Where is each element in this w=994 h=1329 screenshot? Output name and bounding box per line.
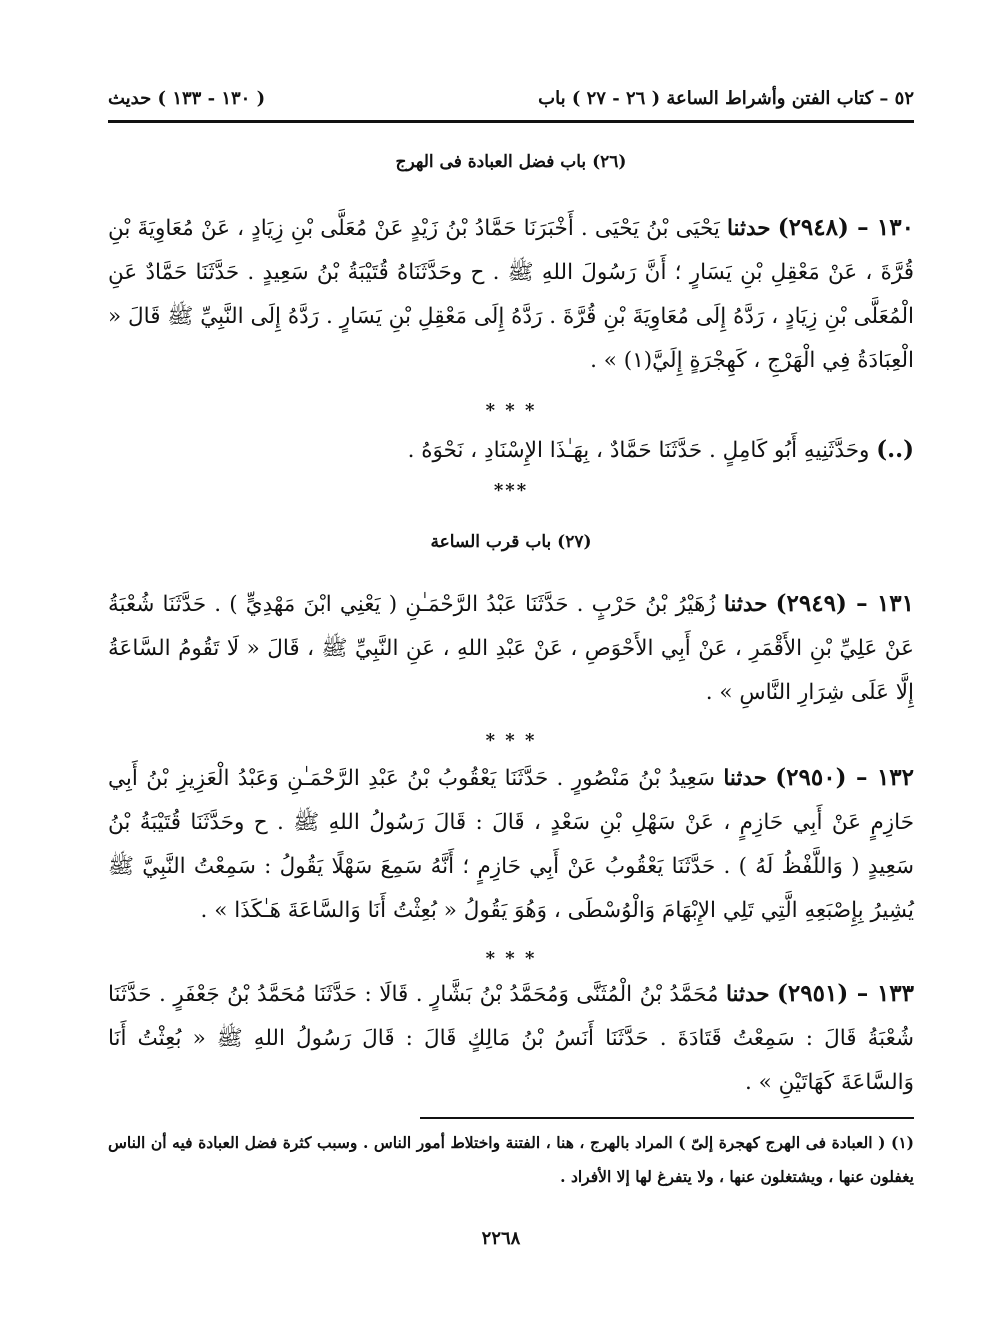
hadith-number: ١٣٣ – (٢٩٥١) [777, 980, 914, 1007]
header-chapter-title: ٥٢ – كتاب الفتن وأشراط الساعة ( ٢٦ - ٢٧ ) باب [538, 87, 914, 109]
hadith-text: وحَدَّثَنِيهِ أَبُو كَامِلٍ . حَدَّثَنَا حَمَّادٌ ، بِهَـٰذَا الإِسْنَادِ ، نَحْوَهُ . [407, 438, 870, 463]
footnote: (١) ( العبادة فى الهرج كهجرة إلىّ ) المراد بالهرج ، هنا ، الفتنة واختلاط أمور الناس . وسبب كثرة فضل العبادة فيه أن الناس يغفلون عنها ، ويشتغلون عنها ، ولا يتفرغ لها إلا الأفراد . [108, 1133, 914, 1186]
page-number: ٢٢٦٨ [481, 1228, 521, 1249]
haddatha-word: حدثنا [726, 216, 771, 241]
hadith-132 [108, 756, 914, 933]
hadith-text: سَعِيدُ بْنُ مَنْصُورٍ . حَدَّثَنَا يَعْقُوبُ بْنُ عَبْدِ الرَّحْمَـٰنِ وَعَبْدُ الْعَزِيزِ بْنُ أَبِي حَازِمٍ عَنْ أَبِي حَازِمٍ ، عَنْ سَهْلِ بْنِ سَعْدٍ ، قَالَ : قَالَ رَسُولُ اللهِ ﷺ . ح وحَدَّثَنَا قُتَيْبَةُ بْنُ سَعِيدٍ ( وَاللَّفْظُ لَهُ ) . حَدَّثَنَا يَعْقُوبُ عَنْ أَبِي حَازِمٍ ؛ أَنَّهُ سَمِعَ سَهْلًا يَقُولُ : سَمِعْتُ النَّبِيَّ ﷺ يُشِيرُ بِإِصْبَعِهِ الَّتِي تَلِي الإِبْهَامَ وَالْوُسْطَى ، وَهُوَ يَقُولُ « بُعِثْتُ أَنَا وَالسَّاعَةَ هَـٰكَذَا » . [108, 766, 914, 923]
hadith-number: ١٣٠ – (٢٩٤٨) [777, 214, 914, 241]
hadith-text: يَحْيَى بْنُ يَحْيَى . أَخْبَرَنَا حَمَّادُ بْنُ زَيْدٍ عَنْ مُعَلَّى بْنِ زِيَادٍ ، عَنْ مُعَاوِيَةَ بْنِ قُرَّةَ ، عَنْ مَعْقِلِ بْنِ يَسَارٍ ؛ أَنَّ رَسُولَ اللهِ ﷺ . ح وحَدَّثَنَاهُ قُتَيْبَةُ بْنُ سَعِيدٍ . حَدَّثَنَا حَمَّادٌ عَنِ الْمُعَلَّى بْنِ زِيَادٍ ، رَدَّهُ إِلَى مُعَاوِيَةَ بْنِ قُرَّةَ . رَدَّهُ إِلَى مَعْقِلِ بْنِ يَسَارٍ . رَدَّهُ إِلَى النَّبِيِّ ﷺ قَالَ « الْعِبَادَةُ فِي الْهَرْجِ ، كَهِجْرَةٍ إِلَيَّ(١) » . [108, 216, 914, 373]
hadith-text: زُهَيْرُ بْنُ حَرْبٍ . حَدَّثَنَا عَبْدُ الرَّحْمَـٰنِ ( يَعْنِي ابْنَ مَهْدِيٍّ ) . حَدَّثَنَا شُعْبَةُ عَنْ عَلِيِّ بْنِ الأَقْمَرِ ، عَنْ أَبِي الأَحْوَصِ ، عَنْ عَبْدِ اللهِ ، عَنِ النَّبِيِّ ﷺ ، قَالَ « لَا تَقُومُ السَّاعَةُ إِلَّا عَلَى شِرَارِ النَّاسِ » . [108, 592, 914, 705]
hadith-130 [108, 206, 914, 383]
haddatha-word: حدثنا [725, 982, 770, 1007]
hadith-130-variant [108, 428, 914, 473]
separator-stars: * * * [485, 948, 537, 969]
hadith-number: ١٣٢ – (٢٩٥٠) [775, 764, 915, 791]
section-title-27: (٢٧) باب قرب الساعة [430, 532, 592, 552]
header-rule [108, 120, 914, 123]
hadith-131 [108, 582, 914, 715]
footnote-rule [420, 1117, 914, 1119]
hadith-number: ١٣١ – (٢٩٤٩) [775, 590, 914, 617]
hadith-133 [108, 972, 914, 1105]
separator-small-stars: *​*​* [493, 480, 529, 501]
hadith-number: (..) [876, 436, 914, 463]
separator-stars: * * * [485, 730, 537, 751]
separator-stars: * * * [485, 400, 537, 421]
running-header [108, 78, 914, 118]
hadith-text: مُحَمَّدُ بْنُ الْمُثَنَّى وَمُحَمَّدُ بْنُ بَشَّارٍ . قَالَا : حَدَّثَنَا مُحَمَّدُ بْنُ جَعْفَرٍ . حَدَّثَنَا شُعْبَةُ قَالَ : سَمِعْتُ قَتَادَةَ . حَدَّثَنَا أَنَسُ بْنُ مَالِكٍ قَالَ : قَالَ رَسُولُ اللهِ ﷺ « بُعِثْتُ أَنَا وَالسَّاعَةَ كَهَاتَيْنِ » . [108, 982, 914, 1095]
header-hadith-range: ( ١٣٠ - ١٣٣ ) حديث [108, 87, 266, 109]
section-title-26: (٢٦) باب فضل العبادة فى الهرج [395, 152, 627, 172]
haddatha-word: حدثنا [723, 592, 768, 617]
haddatha-word: حدثنا [723, 766, 767, 791]
